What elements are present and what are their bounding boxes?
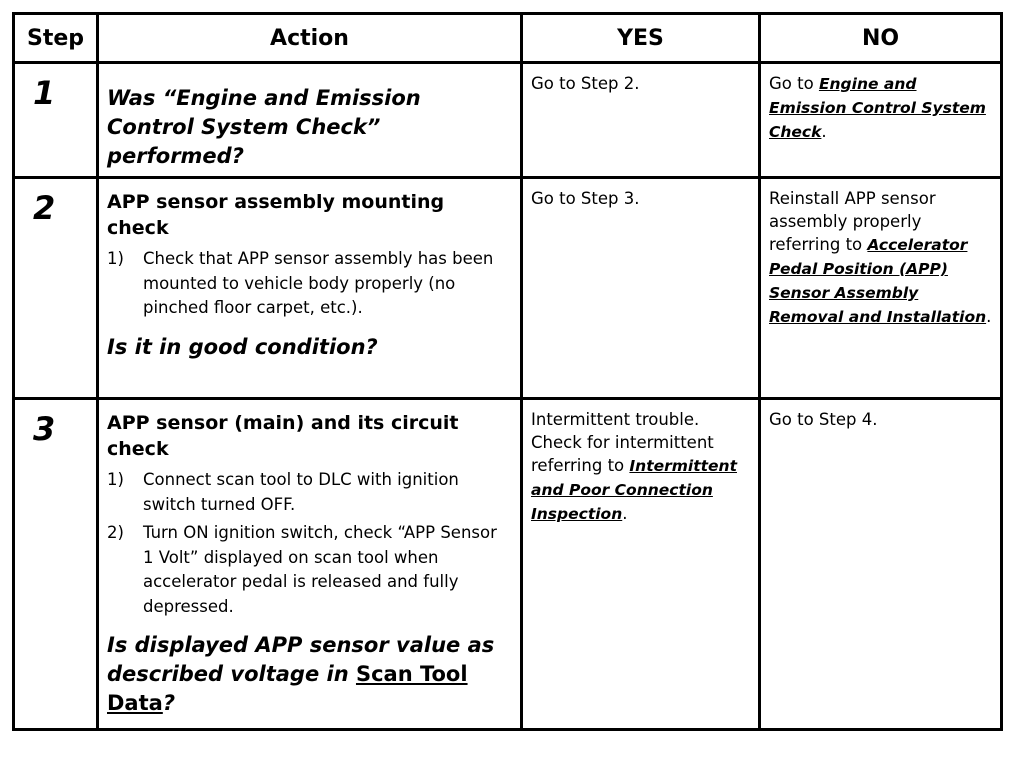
yes-text: Go to Step 3. — [531, 189, 640, 208]
step-number: 1 — [33, 74, 56, 112]
substep-item — [107, 521, 512, 619]
substep-item — [107, 468, 512, 517]
no-text — [761, 179, 1000, 329]
action-cell — [98, 63, 522, 178]
substep-list — [107, 247, 512, 321]
action-cell — [98, 399, 522, 730]
substep-text: Check that APP sensor assembly has been mounted to vehicle body properly (no pinched floor carpet, etc.). — [143, 249, 494, 317]
table-row — [14, 63, 1002, 178]
link-app-sensor-removal[interactable]: Accelerator Pedal Position (APP) Sensor Assembly Removal and Installation — [769, 236, 987, 326]
step-question — [107, 631, 512, 718]
step-question: Is it in good condition? — [107, 334, 378, 359]
link-intermittent-inspection[interactable]: Intermittent and Poor Connection Inspection — [531, 457, 737, 523]
substep-item — [107, 247, 512, 321]
step-cell — [14, 399, 98, 730]
step-title: APP sensor assembly mounting check — [107, 191, 445, 239]
step-title: APP sensor (main) and its circuit check — [107, 412, 459, 460]
no-cell — [760, 63, 1002, 178]
link-engine-emission-check[interactable]: Engine and Emission Control System Check — [769, 75, 986, 141]
step-number: 3 — [33, 410, 56, 448]
diagnostic-table — [12, 12, 1003, 731]
header-row — [14, 14, 1002, 63]
substep-number: 1) — [107, 249, 124, 268]
step-number: 2 — [33, 189, 56, 227]
step-question: Was “Engine and Emission Control System Check” performed? — [107, 86, 421, 168]
header-yes: YES — [522, 14, 760, 63]
question-prefix: Is displayed APP sensor value as described voltage in — [107, 633, 495, 686]
yes-text-prefix: Intermittent trouble. Check for intermittent referring to — [531, 410, 714, 475]
no-text-suffix: . — [821, 122, 827, 141]
table-row — [14, 399, 1002, 730]
header-action: Action — [98, 14, 522, 63]
no-text-suffix: . — [986, 307, 992, 326]
substep-text: Turn ON ignition switch, check “APP Sensor 1 Volt” displayed on scan tool when accelerator pedal is released and fully depressed. — [143, 523, 497, 616]
substep-list — [107, 468, 512, 619]
yes-text: Go to Step 2. — [531, 74, 640, 93]
step-cell — [14, 178, 98, 399]
no-text: Go to Step 4. — [769, 410, 878, 429]
step-cell — [14, 63, 98, 178]
no-text-prefix: Go to — [769, 74, 819, 93]
no-text-prefix: Reinstall APP sensor assembly properly referring to — [769, 189, 936, 254]
table-row — [14, 178, 1002, 399]
yes-text-suffix: . — [622, 504, 628, 523]
link-scan-tool-data[interactable]: Scan Tool Data — [107, 662, 468, 715]
substep-number: 1) — [107, 470, 124, 489]
question-suffix: ? — [162, 691, 175, 715]
yes-cell — [522, 63, 760, 178]
no-cell — [760, 178, 1002, 399]
no-cell — [760, 399, 1002, 730]
header-step: Step — [14, 14, 98, 63]
substep-text: Connect scan tool to DLC with ignition switch turned OFF. — [143, 470, 459, 514]
yes-text — [523, 400, 758, 526]
header-no: NO — [760, 14, 1002, 63]
yes-cell — [522, 399, 760, 730]
action-cell — [98, 178, 522, 399]
yes-cell — [522, 178, 760, 399]
substep-number: 2) — [107, 523, 124, 542]
no-text — [761, 64, 1000, 144]
